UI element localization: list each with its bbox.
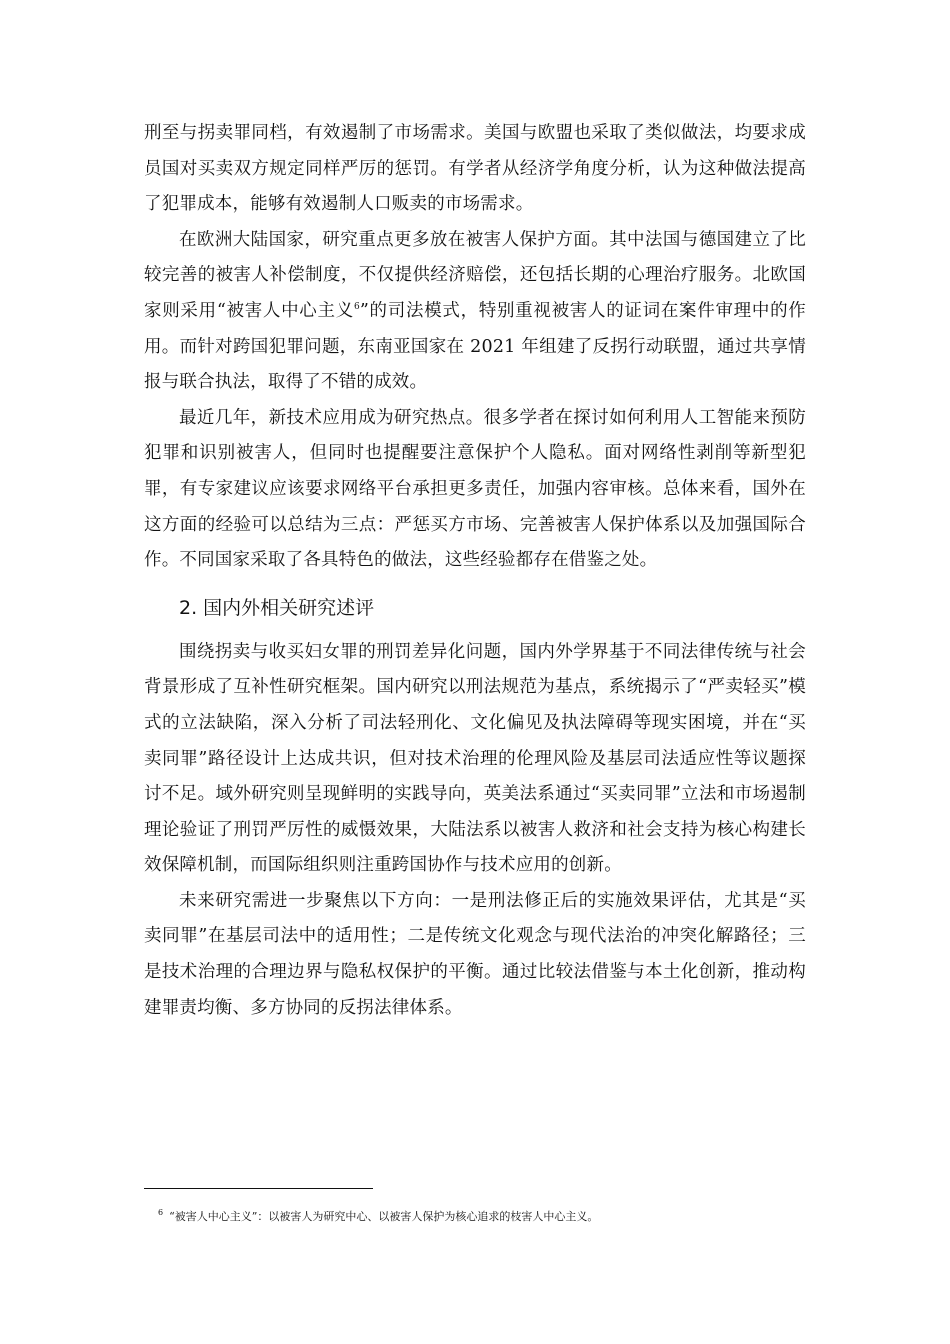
paragraph-text-part: 在欧洲大陆国家，研究重点更多放在被害人保护方面。其中法国与德国建立了比较完善的被害人补偿制度，不仅提供经济赔偿，还包括长期的心理治疗服务。北欧国家则采用“被害人中心主义 bbox=[144, 229, 806, 321]
paragraph-review: 围绕拐卖与收买妇女罪的刑罚差异化问题，国内外学界基于不同法律传统与社会背景形成了互补性研究框架。国内研究以刑法规范为基点，系统揭示了“严卖轻买”模式的立法缺陷，深入分析了司法轻刑化、文化偏见及执法障碍等现实困境，并在“买卖同罪”路径设计上达成共识，但对技术治理的伦理风险及基层司法适应性等议题探讨不足。域外研究则呈现鲜明的实践导向，英美法系通过“买卖同罪”立法和市场遏制理论验证了刑罚严厉性的威慑效果，大陆法系以被害人救济和社会支持为核心构建长效保障机制，而国际组织则注重跨国协作与技术应用的创新。 bbox=[144, 641, 806, 876]
paragraph-text-part: ”的司法模式，特别重视被害人的证词在案件审理中的作用。而针对跨国犯罪问题，东南亚国家在 2021 年组建了反拐行动联盟，通过共享情报与联合执法，取得了不错的成效。 bbox=[144, 300, 806, 393]
paragraph-european-continent bbox=[144, 223, 806, 401]
paragraph-continued: 刑至与拐卖罪同档，有效遏制了市场需求。美国与欧盟也采取了类似做法，均要求成员国对买卖双方规定同样严厉的惩罚。有学者从经济学角度分析，认为这种做法提高了犯罪成本，能够有效遏制人口贩卖的市场需求。 bbox=[144, 123, 806, 215]
footnote bbox=[158, 1208, 858, 1226]
footnote-text: “被害人中心主义”：以被害人为研究中心、以被害人保护为核心追求的枝害人中心主义。 bbox=[169, 1210, 599, 1223]
section-heading: 2. 国内外相关研究述评 bbox=[179, 596, 375, 619]
footnote-mark: 6 bbox=[158, 1208, 164, 1218]
paragraph-new-technology: 最近几年，新技术应用成为研究热点。很多学者在探讨如何利用人工智能来预防犯罪和识别被害人，但同时也提醒要注意保护个人隐私。面对网络性剥削等新型犯罪，有专家建议应该要求网络平台承担更多责任，加强内容审核。总体来看，国外在这方面的经验可以总结为三点：严惩买方市场、完善被害人保护体系以及加强国际合作。不同国家采取了各具特色的做法，这些经验都存在借鉴之处。 bbox=[144, 407, 806, 571]
footnote-reference[interactable]: 6 bbox=[353, 302, 360, 313]
paragraph-future-research: 未来研究需进一步聚焦以下方向：一是刑法修正后的实施效果评估，尤其是“买卖同罪”在基层司法中的适用性；二是传统文化观念与现代法治的冲突化解路径；三是技术治理的合理边界与隐私权保护的平衡。通过比较法借鉴与本土化创新，推动构建罪责均衡、多方协同的反拐法律体系。 bbox=[144, 890, 806, 1018]
body-text bbox=[144, 116, 806, 1026]
footnote-separator bbox=[144, 1188, 373, 1189]
